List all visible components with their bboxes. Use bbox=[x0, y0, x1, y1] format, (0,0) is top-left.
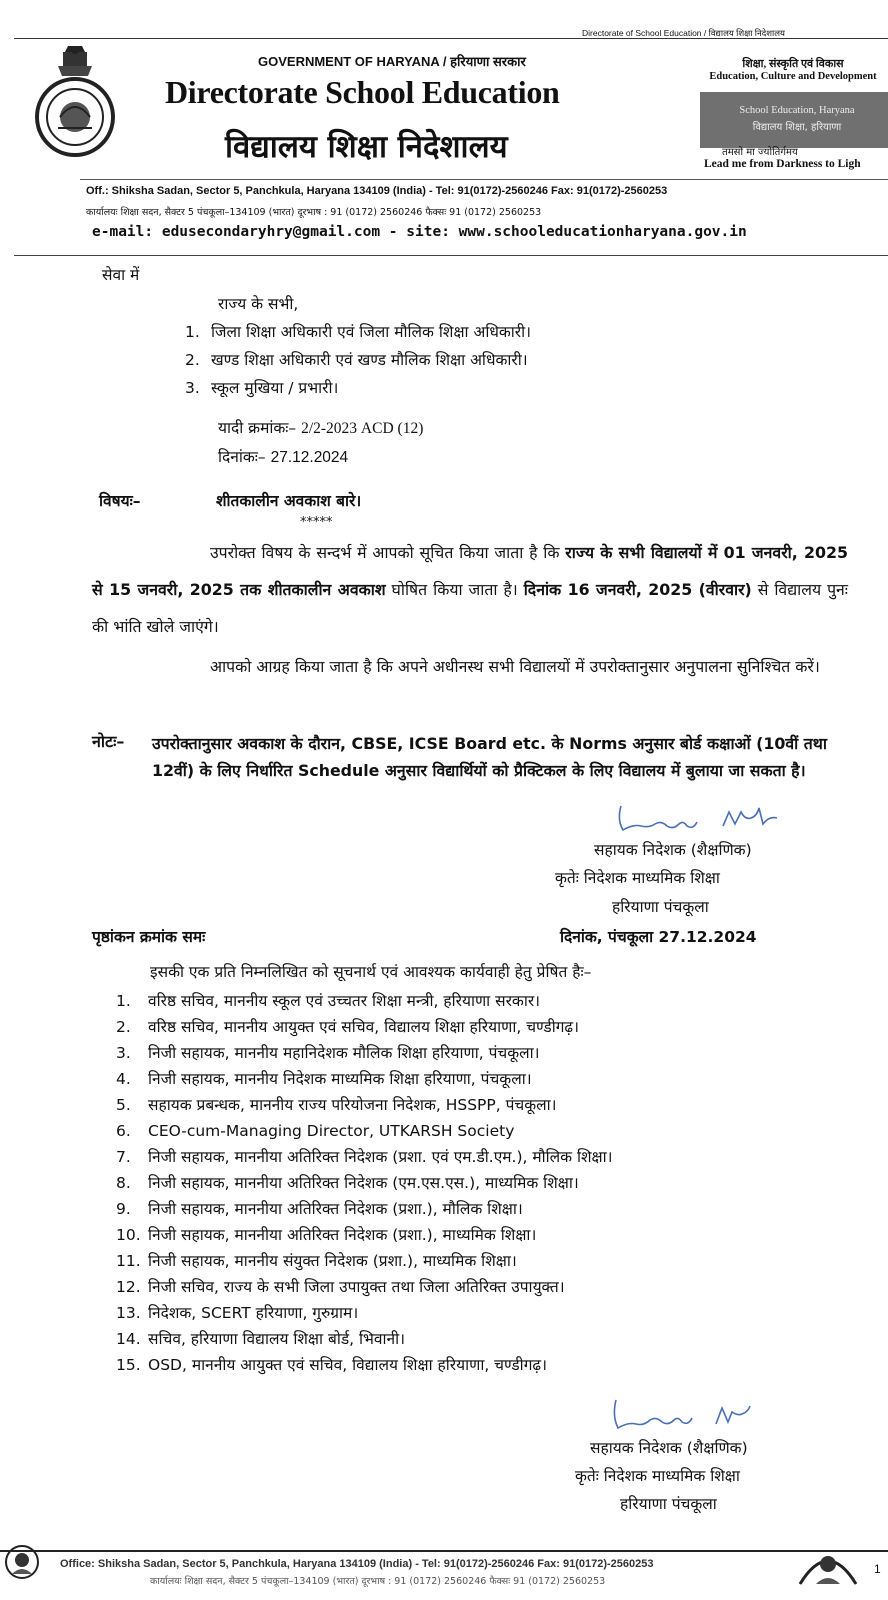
copy-item bbox=[116, 1014, 613, 1040]
copy-item bbox=[116, 1300, 613, 1326]
recipient-text: जिला शिक्षा अधिकारी एवं जिला मौलिक शिक्षा अधिकारी। bbox=[211, 323, 532, 341]
office-address-hi: कार्यालयः शिक्षा सदन, सैक्टर 5 पंचकूला–134109 (भारत) दूरभाष : 91 (0172) 2560246 फैक्सः 91 (0172) 2560253 bbox=[86, 207, 542, 218]
copy-text: निजी सचिव, राज्य के सभी जिला उपायुक्त तथा जिला अतिरिक्त उपायुक्त। bbox=[148, 1278, 565, 1296]
haryana-emblem-icon bbox=[30, 42, 120, 160]
footer-address-hi: कार्यालयः शिक्षा सदन, सैक्टर 5 पंचकूला–134109 (भारत) दूरभाष : 91 (0172) 2560246 फैक्सः 91 (0172) 2560253 bbox=[150, 1576, 606, 1587]
signatory-title-2: सहायक निदेशक (शैक्षणिक) bbox=[590, 1439, 748, 1457]
copy-text: निजी सहायक, माननीय निदेशक माध्यमिक शिक्षा हरियाणा, पंचकूला। bbox=[148, 1070, 532, 1088]
copy-item bbox=[116, 1092, 613, 1118]
contact-line: e-mail: edusecondaryhry@gmail.com - site: www.schooleducationharyana.gov.in bbox=[92, 224, 747, 240]
para1-reopen-date: दिनांक 16 जनवरी, 2025 (वीरवार) bbox=[523, 580, 752, 599]
copy-item bbox=[116, 1040, 613, 1066]
reference-date bbox=[218, 445, 348, 467]
copy-number: 2. bbox=[116, 1018, 131, 1036]
copy-number: 1. bbox=[116, 992, 131, 1010]
copy-item bbox=[116, 1118, 613, 1144]
copy-number: 7. bbox=[116, 1148, 131, 1166]
copy-number: 8. bbox=[116, 1174, 131, 1192]
body-paragraph-1 bbox=[92, 534, 848, 645]
subject-label: विषयः– bbox=[99, 492, 141, 510]
para1-part-e: से विद्यालय पुनः की भांति खोले जाएंगे। bbox=[92, 580, 848, 636]
copy-number: 10. bbox=[116, 1226, 141, 1244]
copy-item bbox=[116, 1352, 613, 1378]
directorate-title-hi: विद्यालय शिक्षा निदेशालय bbox=[225, 129, 508, 165]
endorsement-date: दिनांक, पंचकूला 27.12.2024 bbox=[560, 928, 757, 946]
recipient-number: 3. bbox=[185, 379, 200, 397]
copy-text: सहायक प्रबन्धक, माननीय राज्य परियोजना निदेशक, HSSPP, पंचकूला। bbox=[148, 1096, 557, 1114]
signature-1 bbox=[615, 802, 795, 836]
header-divider bbox=[80, 179, 888, 180]
copy-number: 9. bbox=[116, 1200, 131, 1218]
signature-2 bbox=[612, 1398, 792, 1434]
copy-number: 11. bbox=[116, 1252, 141, 1270]
note-label: नोटः– bbox=[92, 732, 125, 751]
copy-item bbox=[116, 1144, 613, 1170]
copy-item bbox=[116, 1248, 613, 1274]
page-number: 1 bbox=[874, 1562, 881, 1576]
footer-address-en: Office: Shiksha Sadan, Sector 5, Panchkula, Haryana 134109 (India) - Tel: 91(0172)-2560246 Fax: 91(0172)-2560253 bbox=[60, 1558, 654, 1570]
copy-number: 13. bbox=[116, 1304, 141, 1322]
motto-block bbox=[698, 56, 888, 82]
school-education-logo bbox=[700, 92, 888, 148]
copy-number: 14. bbox=[116, 1330, 141, 1348]
directorate-title-en: Directorate School Education bbox=[165, 74, 560, 110]
copy-item bbox=[116, 988, 613, 1014]
logo-text-hi: विद्यालय शिक्षा, हरियाणा bbox=[752, 122, 842, 133]
girl-child-icon bbox=[2, 1540, 42, 1580]
copy-text: वरिष्ठ सचिव, माननीय स्कूल एवं उच्चतर शिक्षा मन्त्री, हरियाणा सरकार। bbox=[148, 992, 541, 1010]
copy-text: निदेशक, SCERT हरियाणा, गुरुग्राम। bbox=[148, 1304, 359, 1322]
copy-number: 4. bbox=[116, 1070, 131, 1088]
copy-number: 5. bbox=[116, 1096, 131, 1114]
copy-item bbox=[116, 1222, 613, 1248]
beti-bachao-icon bbox=[796, 1540, 860, 1586]
signatory-place-2: हरियाणा पंचकूला bbox=[620, 1495, 717, 1513]
copy-text: निजी सहायक, माननीया अतिरिक्त निदेशक (प्रशा. एवं एम.डी.एम.), मौलिक शिक्षा। bbox=[148, 1148, 613, 1166]
reference-number bbox=[218, 416, 423, 438]
note-text: उपरोक्तानुसार अवकाश के दौरान, CBSE, ICSE Board etc. के Norms अनुसार बोर्ड कक्षाओं (10वीं तथा 12वीं) के लिए निर्धारित Schedule अनुसार विद्यार्थियों को प्रैक्टिकल के लिए विद्यालय में बुलाया जा सकता है। bbox=[152, 734, 827, 780]
copy-text: सचिव, हरियाणा विद्यालय शिक्षा बोर्ड, भिवानी। bbox=[148, 1330, 406, 1348]
reference-label: यादी क्रमांकः– bbox=[218, 419, 297, 437]
signatory-place: हरियाणा पंचकूला bbox=[612, 898, 709, 916]
copy-item bbox=[116, 1066, 613, 1092]
copy-text: निजी सहायक, माननीय महानिदेशक मौलिक शिक्षा हरियाणा, पंचकूला। bbox=[148, 1044, 540, 1062]
tagline-en: Lead me from Darkness to Ligh bbox=[704, 158, 861, 170]
reference-value: 2/2-2023 ACD (12) bbox=[301, 420, 424, 437]
date-value: 27.12.2024 bbox=[270, 449, 349, 466]
office-address-en: Off.: Shiksha Sadan, Sector 5, Panchkula, Haryana 134109 (India) - Tel: 91(0172)-2560246 Fax: 91(0172)-2560253 bbox=[86, 185, 668, 197]
recipient-text: खण्ड शिक्षा अधिकारी एवं खण्ड मौलिक शिक्षा अधिकारी। bbox=[211, 351, 528, 369]
copy-item bbox=[116, 1326, 613, 1352]
copy-text: निजी सहायक, माननीया अतिरिक्त निदेशक (एम.एस.एस.), माध्यमिक शिक्षा। bbox=[148, 1174, 579, 1192]
copy-item bbox=[116, 1170, 613, 1196]
copy-text: OSD, माननीय आयुक्त एवं सचिव, विद्यालय शिक्षा हरियाणा, चण्डीगढ़। bbox=[148, 1356, 548, 1374]
signatory-on-behalf: कृतेः निदेशक माध्यमिक शिक्षा bbox=[555, 869, 720, 887]
copy-number: 12. bbox=[116, 1278, 141, 1296]
logo-text-en: School Education, Haryana bbox=[739, 105, 855, 116]
recipient-text: स्कूल मुखिया / प्रभारी। bbox=[211, 379, 339, 397]
motto-en: Education, Culture and Development bbox=[709, 71, 877, 82]
recipient-list bbox=[185, 318, 531, 402]
recipient-item bbox=[185, 318, 531, 346]
recipient-item bbox=[185, 374, 531, 402]
top-divider bbox=[14, 38, 888, 39]
signatory-on-behalf-2: कृतेः निदेशक माध्यमिक शिक्षा bbox=[575, 1467, 740, 1485]
body-paragraph-2: आपको आग्रह किया जाता है कि अपने अधीनस्थ सभी विद्यालयों में उपरोक्तानुसार अनुपालना सुनिश्चित करें। bbox=[210, 657, 820, 676]
copy-list bbox=[116, 988, 613, 1378]
tagline-hi: तमसो मा ज्योतिर्गमय bbox=[722, 147, 798, 158]
para1-part-a: उपरोक्त विषय के सन्दर्भ में आपको सूचित किया जाता है कि bbox=[210, 543, 566, 562]
copy-text: निजी सहायक, माननीया अतिरिक्त निदेशक (प्रशा.), मौलिक शिक्षा। bbox=[148, 1200, 523, 1218]
copy-number: 6. bbox=[116, 1122, 131, 1140]
government-line: GOVERNMENT OF HARYANA / हरियाणा सरकार bbox=[258, 54, 526, 69]
footer-divider bbox=[0, 1550, 888, 1552]
endorsement-label: पृष्ठांकन क्रमांक समः bbox=[92, 928, 206, 946]
subject-stars: ***** bbox=[300, 515, 333, 530]
header-bottom-divider bbox=[14, 255, 888, 256]
subject-text: शीतकालीन अवकाश बारे। bbox=[216, 492, 362, 510]
copy-text: वरिष्ठ सचिव, माननीय आयुक्त एवं सचिव, विद्यालय शिक्षा हरियाणा, चण्डीगढ़। bbox=[148, 1018, 580, 1036]
recipient-number: 2. bbox=[185, 351, 200, 369]
copy-number: 3. bbox=[116, 1044, 131, 1062]
recipient-item bbox=[185, 346, 531, 374]
recipients-intro: राज्य के सभी, bbox=[218, 295, 299, 313]
copy-number: 15. bbox=[116, 1356, 141, 1374]
salutation: सेवा में bbox=[102, 266, 140, 284]
copy-intro: इसकी एक प्रति निम्नलिखित को सूचनार्थ एवं आवश्यक कार्यवाही हेतु प्रेषित हैः– bbox=[150, 963, 592, 981]
para1-holiday-period: राज्य के सभी विद्यालयों में 01 जनवरी, 2025 से 15 जनवरी, 2025 तक शीतकालीन अवकाश bbox=[92, 543, 848, 599]
copy-item bbox=[116, 1196, 613, 1222]
top-tag: Directorate of School Education / विद्यालय शिक्षा निदेशालय bbox=[582, 28, 785, 38]
copy-text: निजी सहायक, माननीया अतिरिक्त निदेशक (प्रशा.), माध्यमिक शिक्षा। bbox=[148, 1226, 537, 1244]
motto-hi: शिक्षा, संस्कृति एवं विकास bbox=[742, 58, 844, 70]
signatory-title: सहायक निदेशक (शैक्षणिक) bbox=[594, 841, 752, 859]
date-label: दिनांकः– bbox=[218, 448, 266, 466]
copy-item bbox=[116, 1274, 613, 1300]
para1-part-c: घोषित किया जाता है। bbox=[385, 580, 524, 599]
copy-text: CEO-cum-Managing Director, UTKARSH Society bbox=[148, 1122, 515, 1140]
copy-text: निजी सहायक, माननीय संयुक्त निदेशक (प्रशा.), माध्यमिक शिक्षा। bbox=[148, 1252, 517, 1270]
recipient-number: 1. bbox=[185, 323, 200, 341]
